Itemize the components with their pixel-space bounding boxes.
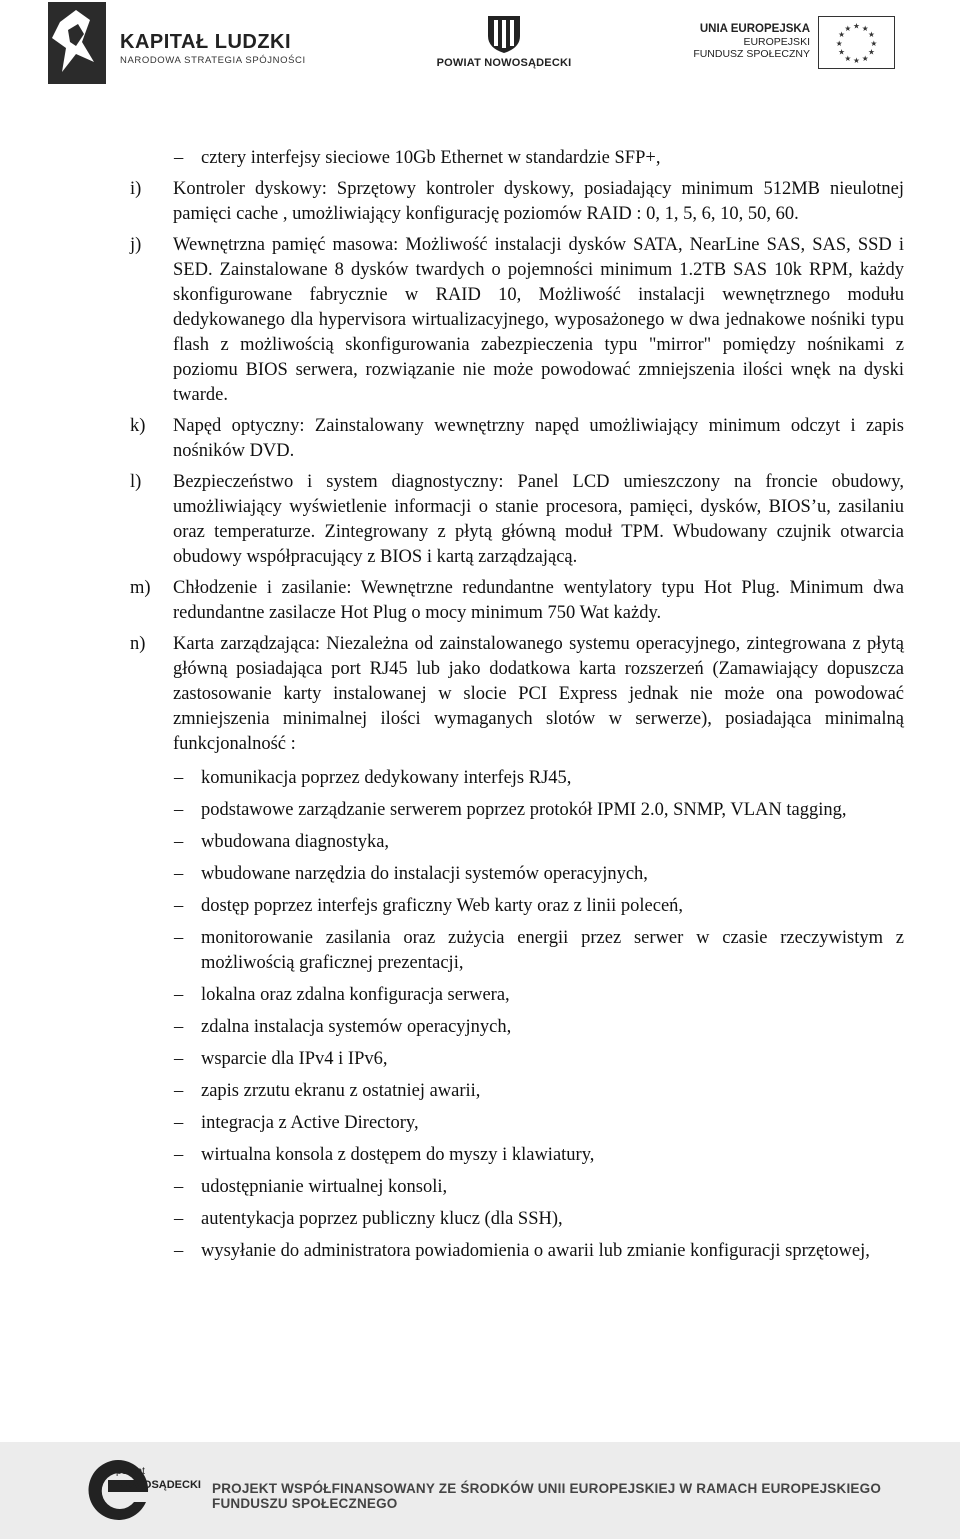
- spec-item-m: [130, 576, 904, 626]
- dash-bullet: –: [174, 1081, 184, 1101]
- list-item: [130, 1207, 904, 1232]
- dash-bullet: –: [174, 800, 184, 820]
- svg-text:★: ★: [867, 30, 875, 40]
- list-item-text: wsparcie dla IPv4 i IPv6,: [201, 1049, 388, 1069]
- list-item-text: dostęp poprzez interfejs graficzny Web karty oraz z linii poleceń,: [201, 896, 684, 916]
- kapital-ludzki-logo-icon: [46, 2, 106, 84]
- page-header: [0, 0, 960, 90]
- footer-powiat-label: powiat: [116, 1466, 145, 1477]
- list-item-text: podstawowe zarządzanie serwerem poprzez protokół IPMI 2.0, SNMP, VLAN tagging,: [201, 800, 847, 820]
- list-item-text: monitorowanie zasilania oraz zużycia energii przez serwer w czasie rzeczywistym z możliwością graficznej prezentacji,: [201, 928, 904, 973]
- list-item: [130, 766, 904, 791]
- list-item: [130, 1143, 904, 1168]
- list-item-text: zapis zrzutu ekranu z ostatniej awarii,: [201, 1081, 481, 1101]
- list-item-text: lokalna oraz zdalna konfiguracja serwera,: [201, 985, 510, 1005]
- svg-text:★: ★: [853, 21, 860, 31]
- svg-text:★: ★: [867, 47, 875, 57]
- item-text: Bezpieczeństwo i system diagnostyczny: Panel LCD umieszczony na froncie obudowy, umożliwiający wyświetlenie informacji o stanie procesora, pamięci, dysków, BIOS’u, zasilaniu oraz temperaturze. Zintegrowany z płytą główną moduł TPM. Wbudowany czujnik otwarcia obudowy współpracujący z BIOS i kartą zarządzającą.: [173, 472, 904, 567]
- eu-flag-icon: [818, 16, 895, 69]
- dash-bullet: –: [174, 928, 184, 948]
- spec-item-j: [130, 233, 904, 408]
- kapital-ludzki-title: KAPITAŁ LUDZKI: [120, 31, 292, 53]
- spec-item-l: [130, 470, 904, 570]
- management-card-features: [130, 766, 904, 1264]
- footer-powiat-name: NOWOSĄDECKI: [116, 1479, 201, 1491]
- svg-text:★: ★: [861, 53, 869, 63]
- dash-bullet: –: [174, 1049, 184, 1069]
- item-text: Kontroler dyskowy: Sprzętowy kontroler dyskowy, posiadający minimum 512MB nieulotnej pamięci cache , umożliwiający konfigurację poziomów RAID : 0, 1, 5, 6, 10, 50, 60.: [173, 179, 904, 224]
- svg-text:★: ★: [861, 23, 869, 33]
- kapital-ludzki-wordmark: [120, 32, 306, 66]
- list-item: [130, 1015, 904, 1040]
- footer-project-text: PROJEKT WSPÓŁFINANSOWANY ZE ŚRODKÓW UNII EUROPEJSKIEJ W RAMACH EUROPEJSKIEGO FUNDUSZU SPOŁECZNEGO: [212, 1481, 882, 1511]
- list-item-text: wysyłanie do administratora powiadomienia o awarii lub zmianie konfiguracji sprzętowej,: [201, 1241, 870, 1261]
- item-text: Chłodzenie i zasilanie: Wewnętrzne redundantne wentylatory typu Hot Plug. Minimum dwa redundantne zasilacze Hot Plug o mocy minimum 750 Wat każdy.: [173, 578, 904, 623]
- list-item-text: zdalna instalacja systemów operacyjnych,: [201, 1017, 512, 1037]
- item-text: Karta zarządzająca: Niezależna od zainstalowanego systemu operacyjnego, zintegrowana z płytą główną posiadająca port RJ45 lub jako dodatkowa karta rozszerzeń (Zamawiający dopuszcza zastosowanie karty instalowanej w slocie PCI Express jednak nie może ona powodować zmniejszenia minimalnej ilości wymaganych slotów w serwerze), posiadająca minimalną funkcjonalność :: [173, 634, 904, 754]
- spec-item-k: [130, 414, 904, 464]
- list-item-text: komunikacja poprzez dedykowany interfejs RJ45,: [201, 768, 572, 788]
- list-item: [130, 862, 904, 887]
- list-item: [130, 1239, 904, 1264]
- dash-bullet: –: [174, 985, 184, 1005]
- item-letter: j): [130, 235, 142, 255]
- list-item: [130, 1175, 904, 1200]
- item-letter: k): [130, 416, 146, 436]
- svg-text:★: ★: [838, 47, 846, 57]
- ue-wordmark: [690, 22, 810, 60]
- dash-bullet: –: [174, 1113, 184, 1133]
- list-item: [130, 894, 904, 919]
- list-item: [130, 1047, 904, 1072]
- list-item-text: wirtualna konsola z dostępem do myszy i klawiatury,: [201, 1145, 595, 1165]
- item-letter: n): [130, 634, 146, 654]
- kapital-ludzki-subtitle: NARODOWA STRATEGIA SPÓJNOŚCI: [120, 55, 306, 66]
- document-body: [130, 146, 904, 1271]
- ue-line-3: FUNDUSZ SPOŁECZNY: [693, 48, 810, 60]
- item-text: Napęd optyczny: Zainstalowany wewnętrzny napęd umożliwiający minimum odczyt i zapis nośników DVD.: [173, 416, 904, 461]
- dash-bullet: –: [174, 1145, 184, 1165]
- list-item-text: cztery interfejsy sieciowe 10Gb Ethernet w standardzie SFP+,: [201, 148, 661, 168]
- dash-bullet: –: [174, 1017, 184, 1037]
- dash-bullet: –: [174, 148, 184, 168]
- list-item-text: udostępnianie wirtualnej konsoli,: [201, 1177, 448, 1197]
- list-item-text: autentykacja poprzez publiczny klucz (dla SSH),: [201, 1209, 563, 1229]
- item-text: Wewnętrzna pamięć masowa: Możliwość instalacji dysków SATA, NearLine SAS, SAS, SSD i SED. Zainstalowane 8 dysków twardych o pojemności minimum 1.2TB SAS 10k RPM, każdy skonfigurowane fabrycznie w RAID 10, Możliwość instalacji wewnętrznego modułu dedykowanego dla hypervisora wirtualizacyjnego, wyposażonego w dwa jednakowe nośniki typu flash z możliwością skonfigurowania zabezpieczenia typu "mirror" pomiędzy nośnikami z poziomu BIOS serwera, rozwiązanie nie może powodować zmniejszenia ilości wnęk na dyski twarde.: [173, 235, 904, 405]
- dash-bullet: –: [174, 768, 184, 788]
- powiat-e-logo-icon: [78, 1450, 158, 1532]
- powiat-name: POWIAT NOWOSĄDECKI: [436, 57, 572, 69]
- page-footer: [0, 1442, 960, 1539]
- dash-bullet: –: [174, 896, 184, 916]
- list-item: [130, 830, 904, 855]
- list-item: [130, 1079, 904, 1104]
- list-item: [130, 146, 904, 171]
- list-item: [130, 983, 904, 1008]
- svg-text:★: ★: [853, 56, 860, 66]
- svg-text:★: ★: [838, 30, 846, 40]
- item-letter: l): [130, 472, 142, 492]
- dash-bullet: –: [174, 832, 184, 852]
- svg-text:★: ★: [835, 38, 843, 48]
- powiat-crest-icon: [486, 14, 522, 54]
- list-item-text: integracja z Active Directory,: [201, 1113, 419, 1133]
- dash-bullet: –: [174, 1209, 184, 1229]
- list-item-text: wbudowana diagnostyka,: [201, 832, 390, 852]
- spec-item-i: [130, 177, 904, 227]
- item-letter: m): [130, 578, 151, 598]
- item-letter: i): [130, 179, 142, 199]
- dash-bullet: –: [174, 1177, 184, 1197]
- dash-bullet: –: [174, 864, 184, 884]
- ue-line-2: EUROPEJSKI: [743, 36, 810, 48]
- list-item: [130, 798, 904, 823]
- list-item: [130, 926, 904, 976]
- svg-text:★: ★: [844, 23, 852, 33]
- list-item-text: wbudowane narzędzia do instalacji systemów operacyjnych,: [201, 864, 648, 884]
- list-item: [130, 1111, 904, 1136]
- svg-text:★: ★: [870, 38, 878, 48]
- dash-bullet: –: [174, 1241, 184, 1261]
- ue-line-1: UNIA EUROPEJSKA: [699, 23, 810, 35]
- svg-text:★: ★: [844, 53, 852, 63]
- spec-item-n: [130, 632, 904, 1264]
